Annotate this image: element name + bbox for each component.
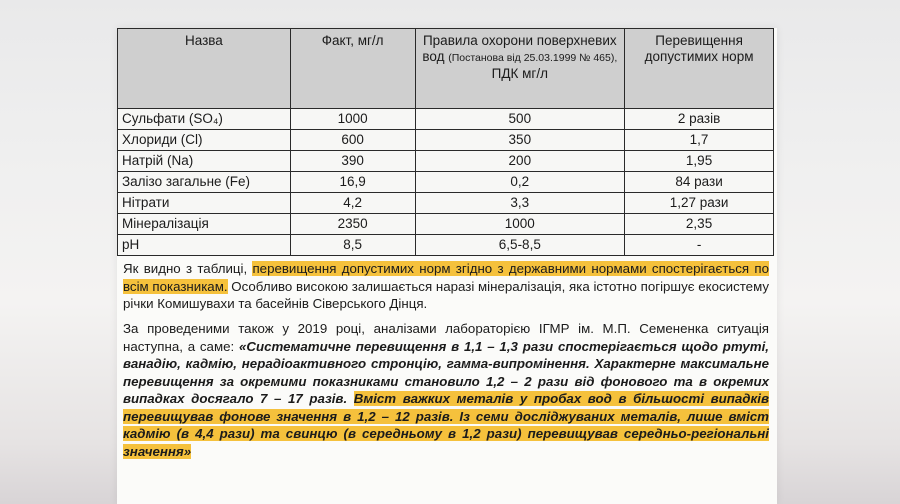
paragraph-2: [123, 320, 769, 460]
cell-excess: -: [625, 235, 774, 256]
cell-pdk: 350: [415, 130, 625, 151]
cell-pdk: 0,2: [415, 172, 625, 193]
header-rules-tail: ПДК мг/л: [491, 66, 548, 81]
cell-excess: 1,95: [625, 151, 774, 172]
header-rules-small: (Постанова від 25.03.1999 № 465),: [448, 52, 618, 64]
paragraph-1-lead: Як видно з таблиці,: [123, 261, 253, 276]
cell-fact: 1000: [290, 109, 415, 130]
header-rules: [415, 29, 625, 109]
paragraph-1-rest: Особливо високою залишається наразі мінералізація, яка істотно погіршує екосистему річки Комишувахи та басейнів Сіверського Дінця.: [123, 278, 770, 311]
cell-pdk: 1000: [415, 214, 625, 235]
cell-excess: 84 рази: [625, 172, 774, 193]
cell-name: Нітрати: [118, 193, 291, 214]
table-row: [118, 235, 774, 256]
paragraph-2-lead: За проведеними також у 2019 році, аналізами лабораторією ІГМР ім. М.П. Семененка ситуація наступна, а саме:: [123, 321, 769, 354]
cell-pdk: 200: [415, 151, 625, 172]
cell-pdk: 6,5-8,5: [415, 235, 625, 256]
table-row: [118, 130, 774, 151]
paragraph-2-highlight: Вміст важких металів у пробах вод в більшості випадків перевищував фонове значення в 1,2 – 12 разів. Із семи досліджуваних металів, лише вміст кадмію (в 4,4 рази) та свинцю (в середньому в 1,2 рази) перевищував середньо-регіональні значення»: [123, 391, 769, 459]
cell-fact: 4,2: [290, 193, 415, 214]
cell-excess: 1,27 рази: [625, 193, 774, 214]
cell-fact: 8,5: [290, 235, 415, 256]
document-page: [117, 28, 777, 504]
cell-fact: 390: [290, 151, 415, 172]
header-rules-main: Правила охорони поверхневих вод: [422, 33, 617, 64]
cell-name: Хлориди (Cl): [118, 130, 291, 151]
cell-pdk: 500: [415, 109, 625, 130]
table-row: [118, 172, 774, 193]
cell-name: Натрій (Na): [118, 151, 291, 172]
header-name: Назва: [118, 29, 291, 109]
cell-fact: 2350: [290, 214, 415, 235]
cell-name: pH: [118, 235, 291, 256]
paragraph-1-highlight: перевищення допустимих норм згідно з державними нормами спостерігається по всім показникам.: [123, 261, 769, 294]
cell-name: Залізо загальне (Fe): [118, 172, 291, 193]
cell-fact: 16,9: [290, 172, 415, 193]
cell-pdk: 3,3: [415, 193, 625, 214]
paragraph-1: [123, 260, 769, 313]
cell-name: Сульфати (SO₄): [118, 109, 291, 130]
cell-fact: 600: [290, 130, 415, 151]
cell-excess: 2,35: [625, 214, 774, 235]
cell-name: Мінералізація: [118, 214, 291, 235]
cell-excess: 2 разів: [625, 109, 774, 130]
header-excess: Перевищення допустимих норм: [625, 29, 774, 109]
pollution-table: [117, 28, 774, 256]
header-fact: Факт, мг/л: [290, 29, 415, 109]
table-row: [118, 193, 774, 214]
table-header-row: [118, 29, 774, 109]
table-row: [118, 214, 774, 235]
table-row: [118, 109, 774, 130]
paragraph-2-quote: «Систематичне перевищення в 1,1 – 1,3 рази спостерігається щодо ртуті, ванадію, кадмію, нерадіоактивного стронцію, гамма-випромінення. Характерне максимальне перевищення за окремими показниками становило 1,2 – 2 рази від фонового та в окремих випадках досягало 7 – 17 разів.: [123, 338, 769, 406]
cell-excess: 1,7: [625, 130, 774, 151]
table-row: [118, 151, 774, 172]
